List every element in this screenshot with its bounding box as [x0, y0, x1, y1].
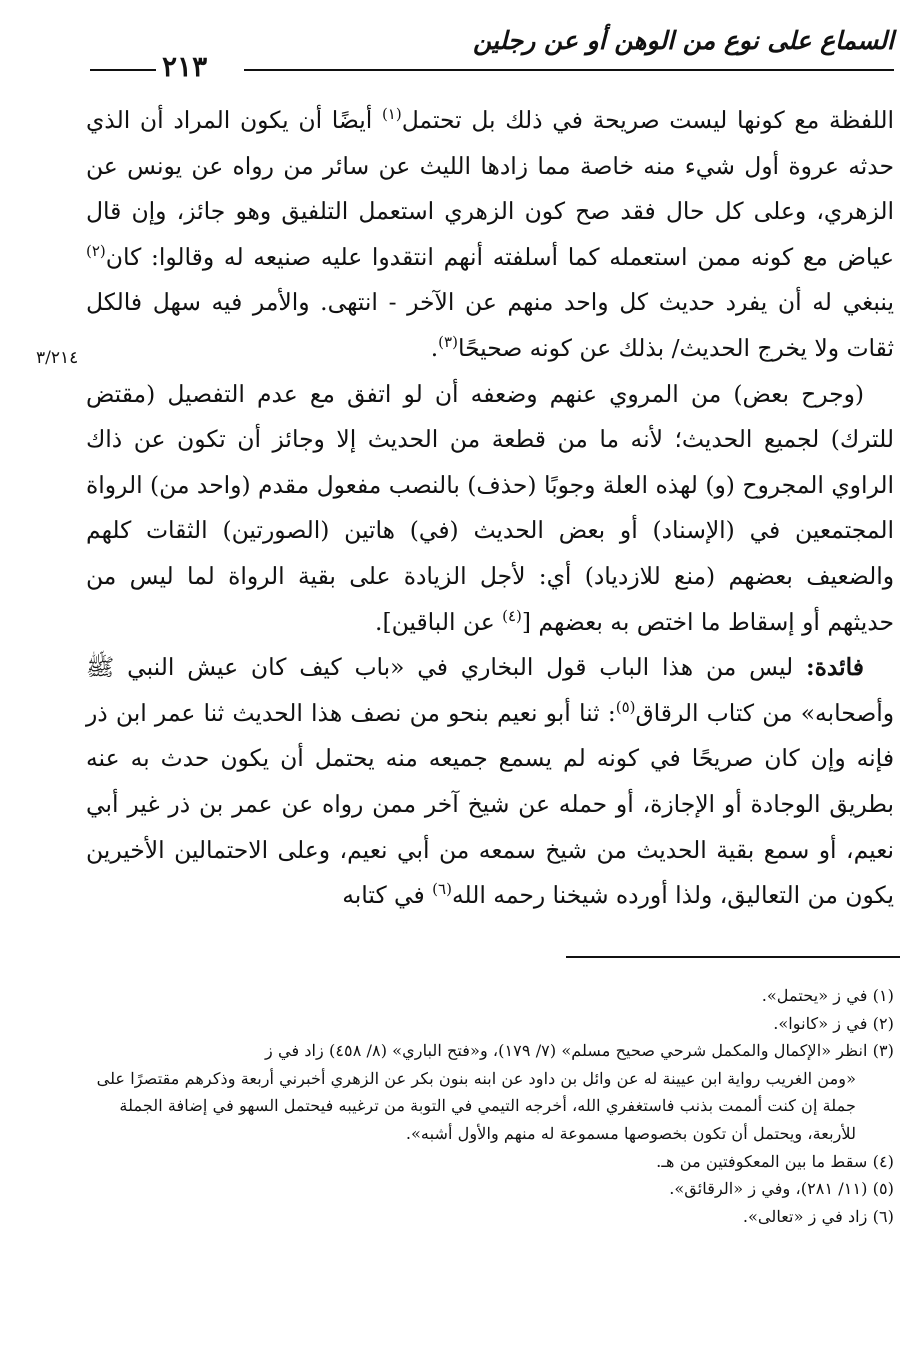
page-number: ٢١٣ [162, 50, 208, 83]
footnote [86, 1148, 894, 1176]
benefit-label: فائدة: [806, 653, 864, 682]
main-text [86, 98, 894, 919]
footnote [86, 1010, 894, 1038]
footnote [86, 1203, 894, 1231]
footnote-number: (٥) [872, 1179, 894, 1199]
paragraph-text: ينبغي له أن يفرد حديث كل واحد منهم عن الآخر - انتهى. والأمر فيه سهل فالكل ثقات ولا يخرج الحديث/ بذلك عن كونه صحيحًا [86, 288, 894, 362]
paragraph-text: اللفظة مع كونها ليست صريحة في ذلك بل تحتمل [401, 106, 894, 134]
paragraph-text: أيضًا أن يكون المراد أن الذي حدثه عروة أول شيء منه خاصة مما زادها الليث عن سائر من رواه عن يونس عن الزهري، وعلى كل حال فقد صح كون الزهري استعمل التلفيق وهو جائز، وإن قال عياض مع كونه ممن استعمله كما أسلفته أنهم انتقدوا عليه صنيعه له وقالوا: كان [86, 106, 894, 271]
footnote-continuation: «ومن الغريب رواية ابن عيينة له عن وائل بن داود عن ابنه بنون بكر عن الزهري أخبرني أربعة وذكرهم مقتصرًا على جملة إن كنت ألممت بذنب فاستغفري الله، أخرجه التيمي في التوبة من ترغيبه فيحتمل السهو في إضافة الجملة للأربعة، ويحتمل أن تكون بخصوصها مسموعة له منهم والأول أشبه». [96, 1068, 856, 1143]
footnotes [86, 982, 894, 1230]
footnote-ref: (٢) [86, 241, 106, 260]
footnote-ref: (٥) [615, 697, 636, 716]
page-header [86, 26, 894, 88]
paragraph-text: (وجرح بعض) من المروي عنهم وضعفه أن لو اتفق مع عدم التفصيل (مقتض للترك) لجميع الحديث؛ لأنه ما من قطعة من الحديث إلا وجائز أن تكون عن ذاك الراوي المجروح (و) لهذه العلة وجوبًا (حذف) بالنصب مفعول مقدم (واحد من) الرواة المجتمعين في (الإسناد) أو بعض الحديث (في) هاتين (الصورتين) الثقات كلهم والضعيف بعضهم (منع للازدياد) أي: لأجل الزيادة على بقية الرواة لما ليس من حديثهم أو إسقاط ما اختص به بعضهم [ [86, 379, 894, 636]
footnote [86, 1175, 894, 1203]
footnote-text: في ز «يحتمل». [761, 986, 868, 1005]
footnote-number: (٢) [872, 1013, 894, 1033]
footnote-ref: (٣) [438, 333, 458, 352]
header-rule-right [244, 69, 894, 71]
paragraph-text: ليس من هذا الباب قول البخاري في «باب كيف كان عيش النبي ﷺ وأصحابه» من كتاب الرقاق [86, 653, 894, 727]
footnote-ref: (٦) [432, 880, 452, 899]
footnote-ref: (١) [381, 105, 402, 124]
header-rule-left [90, 69, 156, 71]
paragraph-text: : ثنا أبو نعيم بنحو من نصف هذا الحديث ثنا عمر ابن ذر فإنه وإن كان صريحًا في كونه لم يسمع جميعه منه يحتمل أن يكون حدث به عنه بطريق الوجادة أو الإجازة، أو حمله عن شيخ آخر ممن رواه عن عمر بن ذر غير أبي نعيم، أو سمع بقية الحديث من شيخ سمعه من أبي نعيم، وعلى الاحتمالين الأخيرين يكون من التعاليق، ولذا أورده شيخنا رحمه الله [86, 698, 894, 910]
footnote-number: (٣) [872, 1041, 894, 1061]
footnote-number: (١) [872, 986, 894, 1005]
footnote-text: زاد في ز «تعالى». [742, 1206, 868, 1226]
footnote [86, 1037, 894, 1065]
paragraph [86, 98, 894, 372]
footnote-text: في ز «كانوا». [773, 1013, 868, 1033]
paragraph-text: عن الباقين]. [375, 607, 503, 636]
margin-page-reference: ٣/٢١٤ [36, 348, 79, 368]
paragraph-text: . [430, 333, 439, 362]
footnote-number: (٦) [872, 1206, 894, 1226]
footnote-number: (٤) [872, 1151, 894, 1171]
footnote-separator [566, 956, 900, 958]
paragraph [86, 372, 894, 646]
footnote-text: سقط ما بين المعكوفتين من هـ. [656, 1151, 868, 1171]
running-title: السماع على نوع من الوهن أو عن رجلين [472, 26, 894, 55]
footnote-text: انظر «الإكمال والمكمل شرحي صحيح مسلم» (٧/ ١٧٩)، و«فتح الباري» (٨/ ٤٥٨) زاد في ز [264, 1041, 868, 1061]
footnote [86, 982, 894, 1010]
footnote-text: (١١/ ٢٨١)، وفي ز «الرقائق». [669, 1179, 868, 1199]
footnote-ref: (٤) [502, 606, 522, 625]
paragraph [86, 645, 894, 919]
paragraph-text: في كتابه [342, 881, 433, 910]
